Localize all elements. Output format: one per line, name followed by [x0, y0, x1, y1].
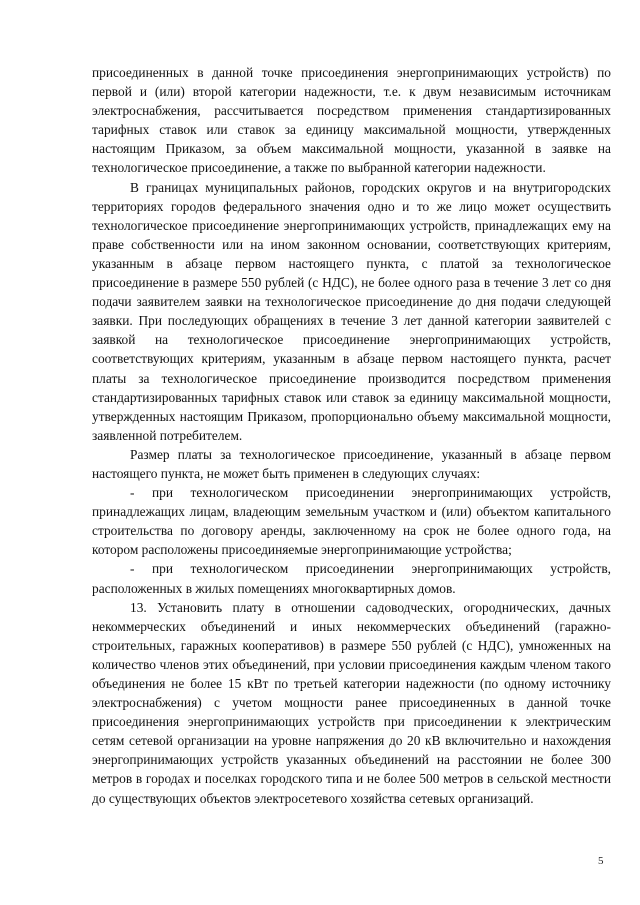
page-number: 5	[598, 855, 604, 867]
paragraph-item-13: 13. Установить плату в отношении садоводческих, огороднических, дачных некоммерческих объединений и иных некоммерческих объединений (гаражно-строительных, гаражных кооперативов) в размере 550 рублей (с НДС), умноженных на количество членов этих объединений, при условии присоединения каждым членом такого объединения не более 15 кВт по третьей категории надежности (по одному источнику электроснабжения) с учетом мощности ранее присоединенных в данной точке присоединения энергопринимающих устройств при присоединении к электрическим сетям сетевой организации на уровне напряжения до 20 кВ включительно и нахождения энергопринимающих устройств указанных объединений на расстоянии не более 300 метров в городах и поселках городского типа и не более 500 метров в сельской местности до существующих объектов электросетевого хозяйства сетевых организаций.	[92, 599, 611, 806]
list-item-apartment-exception: - при технологическом присоединении энергопринимающих устройств, расположенных в жилых помещениях многоквартирных домов.	[92, 561, 611, 596]
paragraph-municipal-territories: В границах муниципальных районов, городских округов и на внутригородских территориях городов федерального значения одно и то же лицо может осуществить технологическое присоединение энергопринимающих устройств, принадлежащих ему на праве собственности или на ином законном основании, соответствующих критериям, указанным в абзаце первом настоящего пункта, с платой за технологическое присоединение в размере 550 рублей (с НДС), не более одного раза в течение 3 лет со дня подачи заявителем заявки на технологическое присоединение до дня подачи следующей заявки. При последующих обращениях в течение 3 лет данной категории заявителей с заявкой на технологическое присоединение энергопринимающих устройств, соответствующих критериям, указанным в абзаце первом настоящего пункта, расчет платы за технологическое присоединение производится посредством применения стандартизированных тарифных ставок или ставок за единицу максимальной мощности, утвержденных настоящим Приказом, пропорционально объему максимальной мощности, заявленной потребителем.	[92, 179, 611, 443]
list-item-lease-exception: - при технологическом присоединении энергопринимающих устройств, принадлежащих лицам, владеющим земельным участком и (или) объектом капитального строительства по договору аренды, заключенному на срок не более одного года, на котором расположены присоединяемые энергопринимающие устройства;	[92, 485, 611, 558]
paragraph-fee-exceptions: Размер платы за технологическое присоединение, указанный в абзаце первом настоящего пункта, не может быть применен в следующих случаях:	[92, 446, 611, 481]
document-body	[92, 63, 611, 808]
paragraph-continuation: присоединенных в данной точке присоединения энергопринимающих устройств) по первой и (или) второй категории надежности, т.е. к двум независимым источникам электроснабжения, рассчитывается посредством применения стандартизированных тарифных ставок или ставок за единицу максимальной мощности, утвержденных настоящим Приказом, за объем максимальной мощности, указанной в заявке на технологическое присоединение, а также по выбранной категории надежности.	[92, 65, 611, 176]
